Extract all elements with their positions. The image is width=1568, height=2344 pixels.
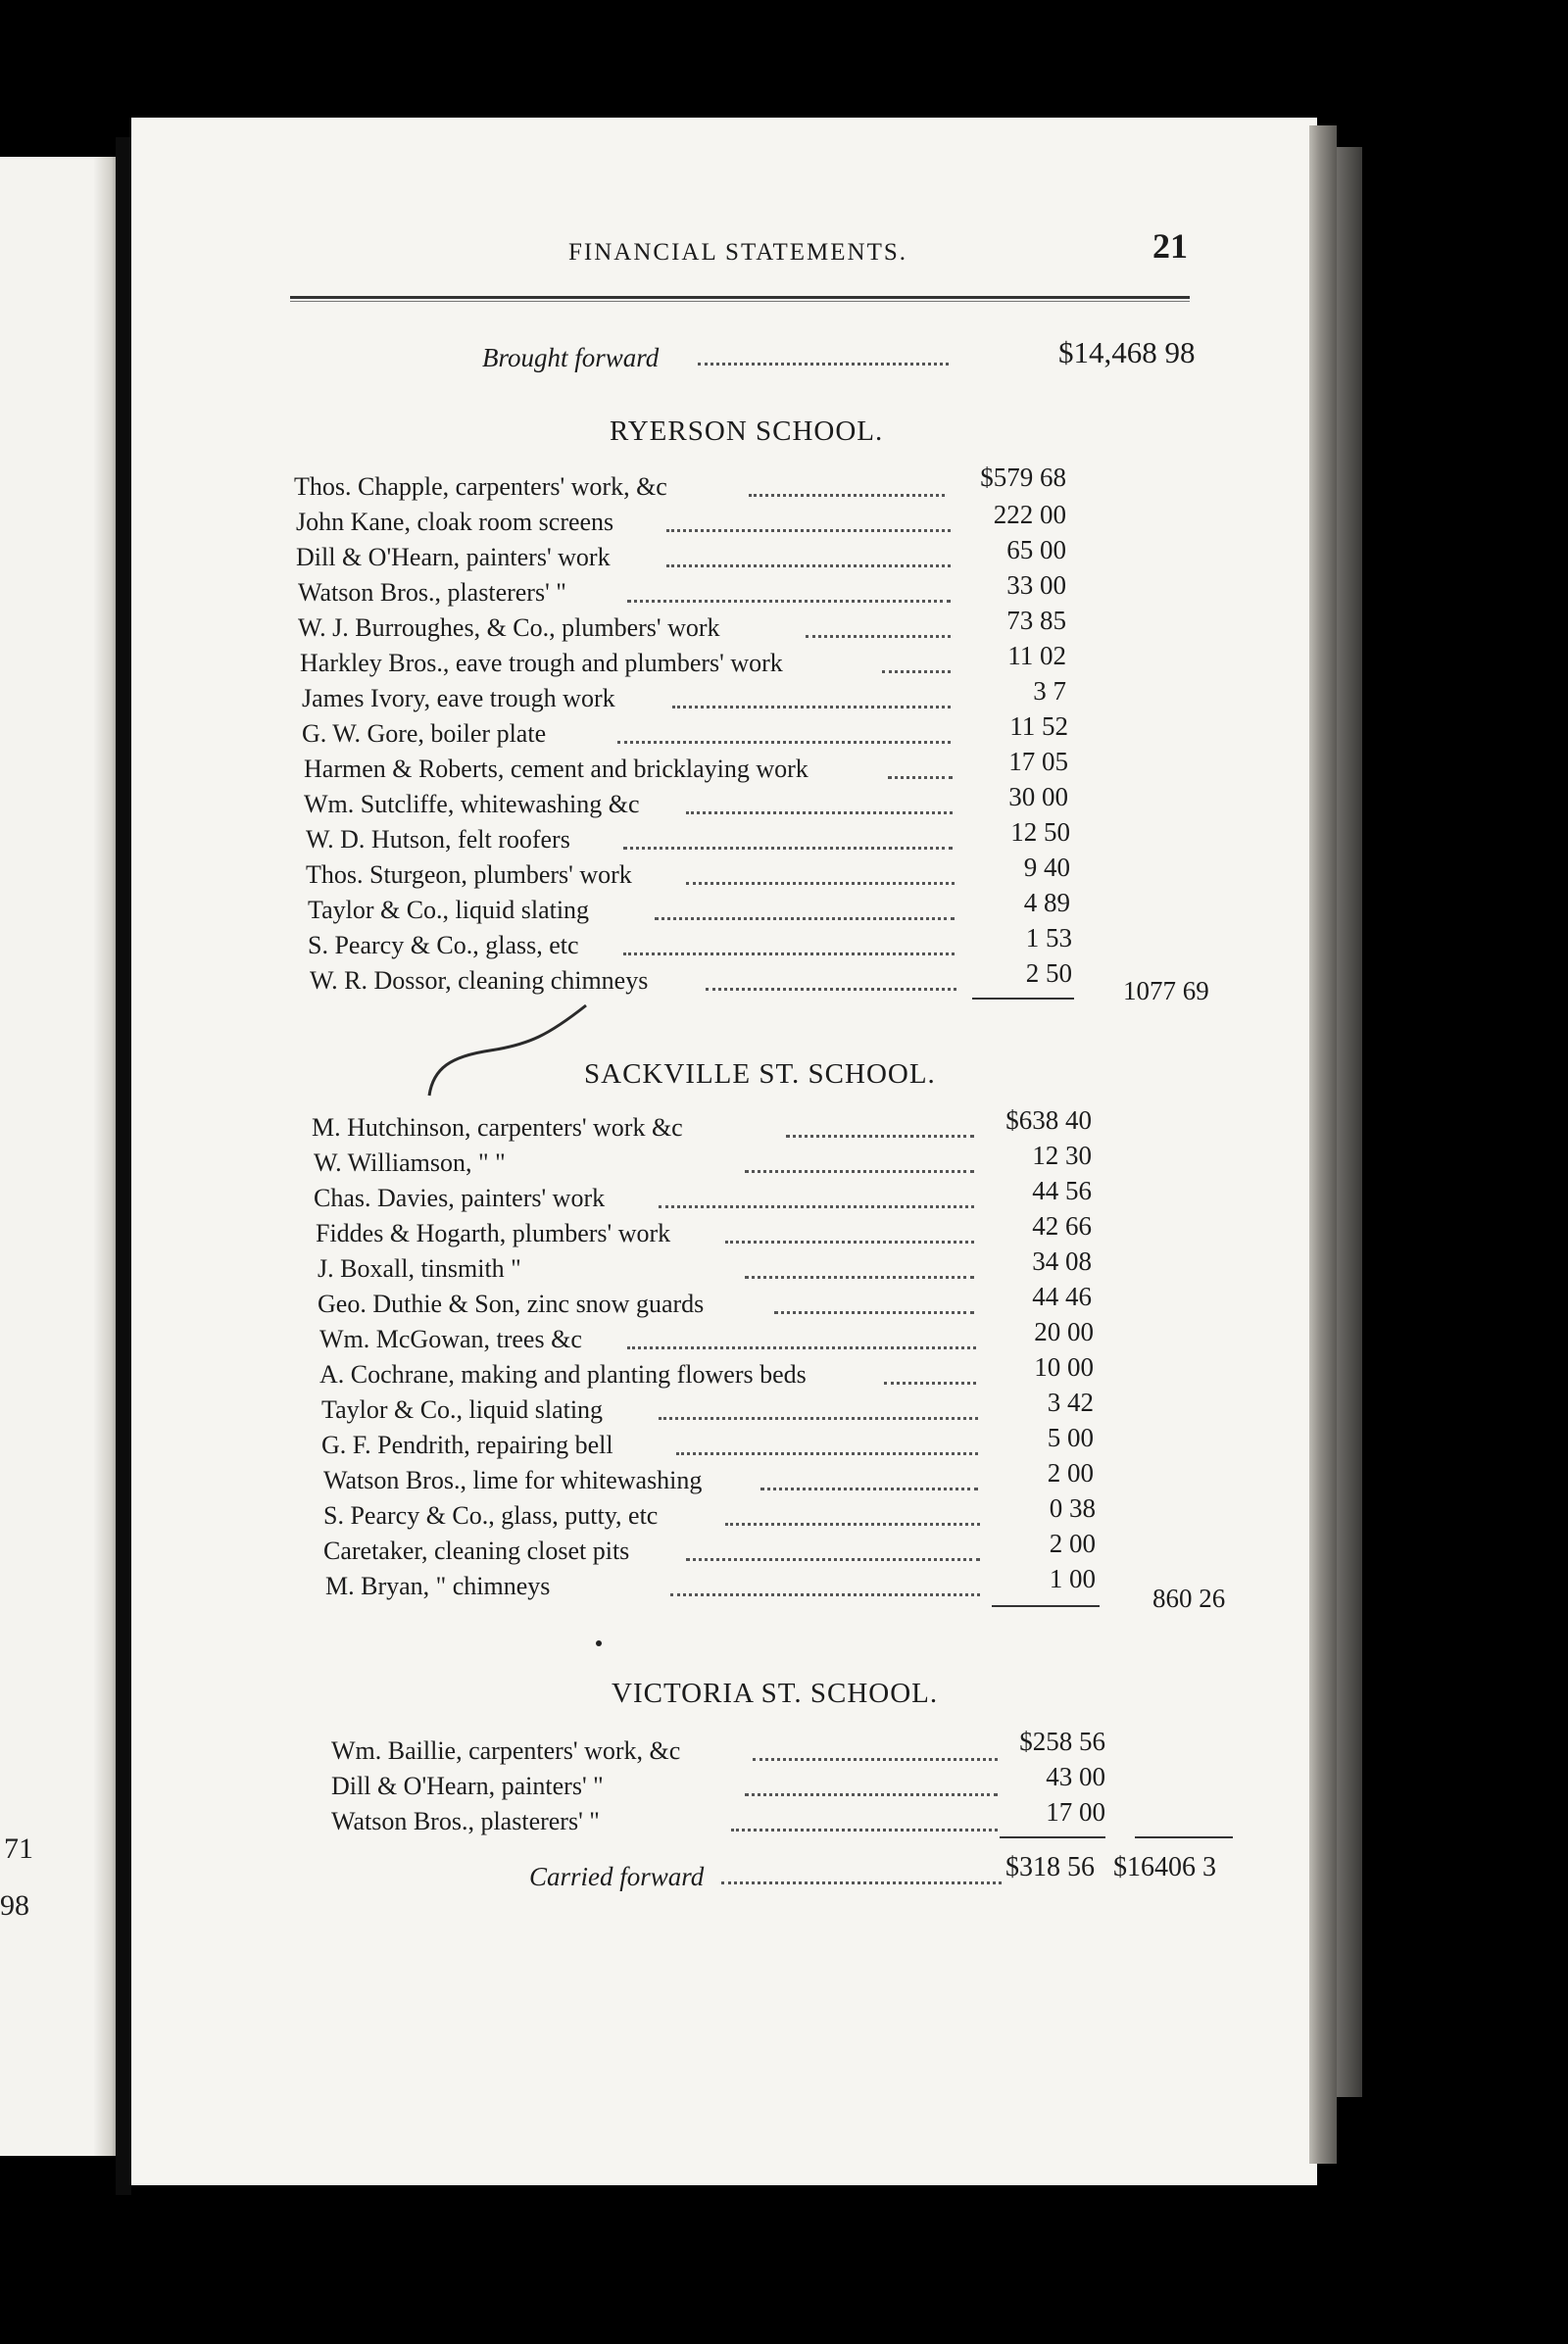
leader-dots [884,1382,976,1385]
line-item-amount: 1 00 [1049,1564,1096,1593]
section-total: 1077 69 [1123,976,1209,1005]
leader-dots [666,564,951,567]
line-item-name: Fiddes & Hogarth, plumbers' work [316,1219,671,1247]
running-header: FINANCIAL STATEMENTS. [568,239,908,266]
line-item-name: Thos. Chapple, carpenters' work, &c [294,472,667,501]
line-item-name: Harmen & Roberts, cement and bricklaying work [304,755,808,783]
line-item-amount: 43 00 [1046,1762,1105,1791]
line-item-amount: $638 40 [1005,1105,1092,1135]
line-item-amount: 12 30 [1032,1141,1092,1170]
book-spine [116,137,131,2195]
line-item-name: W. R. Dossor, cleaning chimneys [310,966,649,995]
line-item-amount: 3 42 [1047,1388,1094,1417]
leader-dots [686,1558,980,1561]
previous-page-fragment: 98 [0,1889,29,1922]
subtotal-rule [972,998,1074,1000]
line-item-name: Thos. Sturgeon, plumbers' work [306,860,632,889]
line-item-amount: 44 46 [1032,1282,1092,1311]
line-item-amount: 65 00 [1006,535,1066,564]
leader-dots [749,494,945,497]
brought-forward-label: Brought forward [482,343,660,372]
carried-forward-total: $16406 3 [1113,1852,1216,1882]
leader-dots [888,776,953,779]
line-item-name: M. Hutchinson, carpenters' work &c [312,1113,683,1142]
page-edge [1309,125,1337,2164]
section-total: 860 26 [1152,1584,1226,1613]
line-item-amount: 12 50 [1010,817,1070,847]
leader-dots [627,600,951,603]
line-item-name: J. Boxall, tinsmith " [318,1254,521,1283]
line-item-amount: 30 00 [1008,782,1068,811]
line-item-amount: 10 00 [1034,1352,1094,1382]
total-rule [1135,1836,1233,1838]
line-item-name: Taylor & Co., liquid slating [321,1395,604,1424]
line-item-name: M. Bryan, " chimneys [325,1572,551,1600]
line-item-amount: 2 50 [1025,958,1072,988]
line-item-amount: 9 40 [1023,853,1070,882]
subtotal-rule [1000,1836,1105,1838]
line-item-name: Taylor & Co., liquid slating [308,896,590,924]
line-item-name: Watson Bros., plasterers' " [298,578,566,607]
line-item-amount: 17 05 [1008,747,1068,776]
page-number: 21 [1152,226,1188,266]
section-title: SACKVILLE ST. SCHOOL. [584,1058,936,1090]
line-item-name: James Ivory, eave trough work [302,684,615,712]
leader-dots [731,1829,998,1831]
leader-dots [672,706,951,708]
line-item-amount: 0 38 [1049,1493,1096,1523]
section-title: RYERSON SCHOOL. [610,415,884,447]
leader-dots [623,952,955,955]
line-item-amount: 11 52 [1009,711,1068,741]
leader-dots [774,1311,974,1314]
line-item-name: W. J. Burroughes, & Co., plumbers' work [298,613,720,642]
leader-dots [655,917,955,920]
line-item-amount: 2 00 [1049,1529,1096,1558]
line-item-name: Watson Bros., plasterers' " [331,1807,600,1835]
line-item-name: G. W. Gore, boiler plate [302,719,547,748]
line-item-name: Watson Bros., lime for whitewashing [323,1466,703,1494]
brought-forward-amount: $14,468 98 [1058,335,1196,369]
line-item-name: Harkley Bros., eave trough and plumbers' work [300,649,783,677]
line-item-name: Chas. Davies, painters' work [314,1184,606,1212]
line-item-name: Wm. Sutcliffe, whitewashing &c [304,790,640,818]
line-item-name: W. Williamson, " " [314,1148,506,1177]
line-item-amount: $258 56 [1019,1727,1105,1756]
line-item-amount: 20 00 [1034,1317,1094,1346]
leader-dots [676,1452,978,1455]
line-item-name: Dill & O'Hearn, painters' " [331,1772,604,1800]
line-item-amount: 3 7 [1033,676,1066,706]
line-item-name: S. Pearcy & Co., glass, putty, etc [323,1501,659,1530]
previous-page-fragment: 71 [4,1832,33,1865]
leader-dots [745,1170,974,1173]
book-cover-edge [1337,147,1362,2097]
leader-dots [627,1346,976,1349]
line-item-name: Wm. Baillie, carpenters' work, &c [331,1736,681,1765]
carried-forward-label: Carried forward [529,1862,705,1891]
leader-dots [745,1793,998,1796]
leader-dots [725,1241,974,1244]
line-item-name: Caretaker, cleaning closet pits [323,1537,630,1565]
leader-dots [666,529,951,532]
line-item-amount: 73 85 [1006,606,1066,635]
line-item-name: A. Cochrane, making and planting flowers beds [319,1360,807,1389]
line-item-amount: 44 56 [1032,1176,1092,1205]
line-item-amount: 1 53 [1025,923,1072,952]
leader-dots [698,363,949,366]
leader-dots [786,1135,974,1138]
pen-mark [421,1000,598,1098]
leader-dots [670,1593,980,1596]
leader-dots [721,1881,1002,1884]
line-item-amount: 17 00 [1046,1797,1105,1827]
leader-dots [659,1205,974,1208]
section-title: VICTORIA ST. SCHOOL. [612,1678,939,1709]
leader-dots [659,1417,978,1420]
line-item-name: John Kane, cloak room screens [296,508,614,536]
leader-dots [725,1523,980,1526]
carried-forward-subtotal: $318 56 [1005,1852,1095,1882]
leader-dots [806,635,951,638]
line-item-amount: 4 89 [1023,888,1070,917]
line-item-amount: 11 02 [1007,641,1066,670]
leader-dots [706,988,956,991]
leader-dots [686,811,953,814]
line-item-name: W. D. Hutson, felt roofers [306,825,570,854]
leader-dots [753,1758,998,1761]
line-item-amount: 2 00 [1047,1458,1094,1488]
leader-dots [745,1276,974,1279]
line-item-amount: 34 08 [1032,1246,1092,1276]
line-item-name: S. Pearcy & Co., glass, etc [308,931,579,959]
line-item-name: G. F. Pendrith, repairing bell [321,1431,613,1459]
leader-dots [760,1488,978,1490]
leader-dots [617,741,951,744]
ink-speck [596,1640,602,1646]
line-item-amount: 5 00 [1047,1423,1094,1452]
leader-dots [882,670,951,673]
header-rule [290,296,1190,299]
leader-dots [686,882,955,885]
subtotal-rule [992,1605,1100,1607]
line-item-name: Dill & O'Hearn, painters' work [296,543,611,571]
line-item-amount: 42 66 [1032,1211,1092,1241]
line-item-name: Wm. McGowan, trees &c [319,1325,582,1353]
header-rule-thin [290,301,1190,302]
line-item-name: Geo. Duthie & Son, zinc snow guards [318,1290,705,1318]
line-item-amount: 222 00 [993,500,1066,529]
leader-dots [623,847,953,850]
line-item-amount: 33 00 [1006,570,1066,600]
line-item-amount: $579 68 [980,463,1066,492]
